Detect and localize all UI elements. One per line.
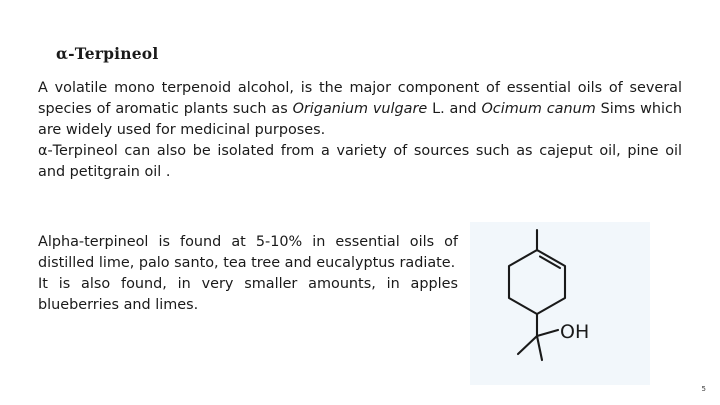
- oh-group-label: OH: [560, 321, 590, 343]
- paragraph-intro-part3: Sims which are widely used for medicinal purposes.: [38, 101, 683, 138]
- page-number: 5: [701, 385, 706, 393]
- paragraph-intro-part1: A volatile mono terpenoid alcohol, is the major component of essential oils of several species of aromatic plants such as: [38, 80, 682, 117]
- species-name-ocimum: Ocimum canum: [481, 101, 596, 117]
- paragraph-occurrence: Alpha-terpineol is found at 5-10% in essential oils of distilled lime, palo santo, tea tree and eucalyptus radiate.: [38, 234, 458, 271]
- species-name-origanium: Origanium vulgare: [292, 101, 428, 117]
- lower-text-column: [38, 232, 458, 316]
- page-title: α-Terpineol: [56, 44, 159, 63]
- paragraph-sources: α-Terpineol can also be isolated from a variety of sources such as cajeput oil, pine oil and petitgrain oil .: [38, 143, 682, 180]
- body-text-column: [38, 78, 682, 183]
- paragraph-minor-occurrence: It is also found, in very smaller amounts, in apples blueberries and limes.: [38, 276, 458, 313]
- alpha-terpineol-structure-icon: [470, 222, 650, 385]
- paragraph-intro: [38, 78, 682, 141]
- paragraph-intro-part2: L. and: [427, 101, 482, 117]
- chemical-structure-image: [470, 222, 650, 385]
